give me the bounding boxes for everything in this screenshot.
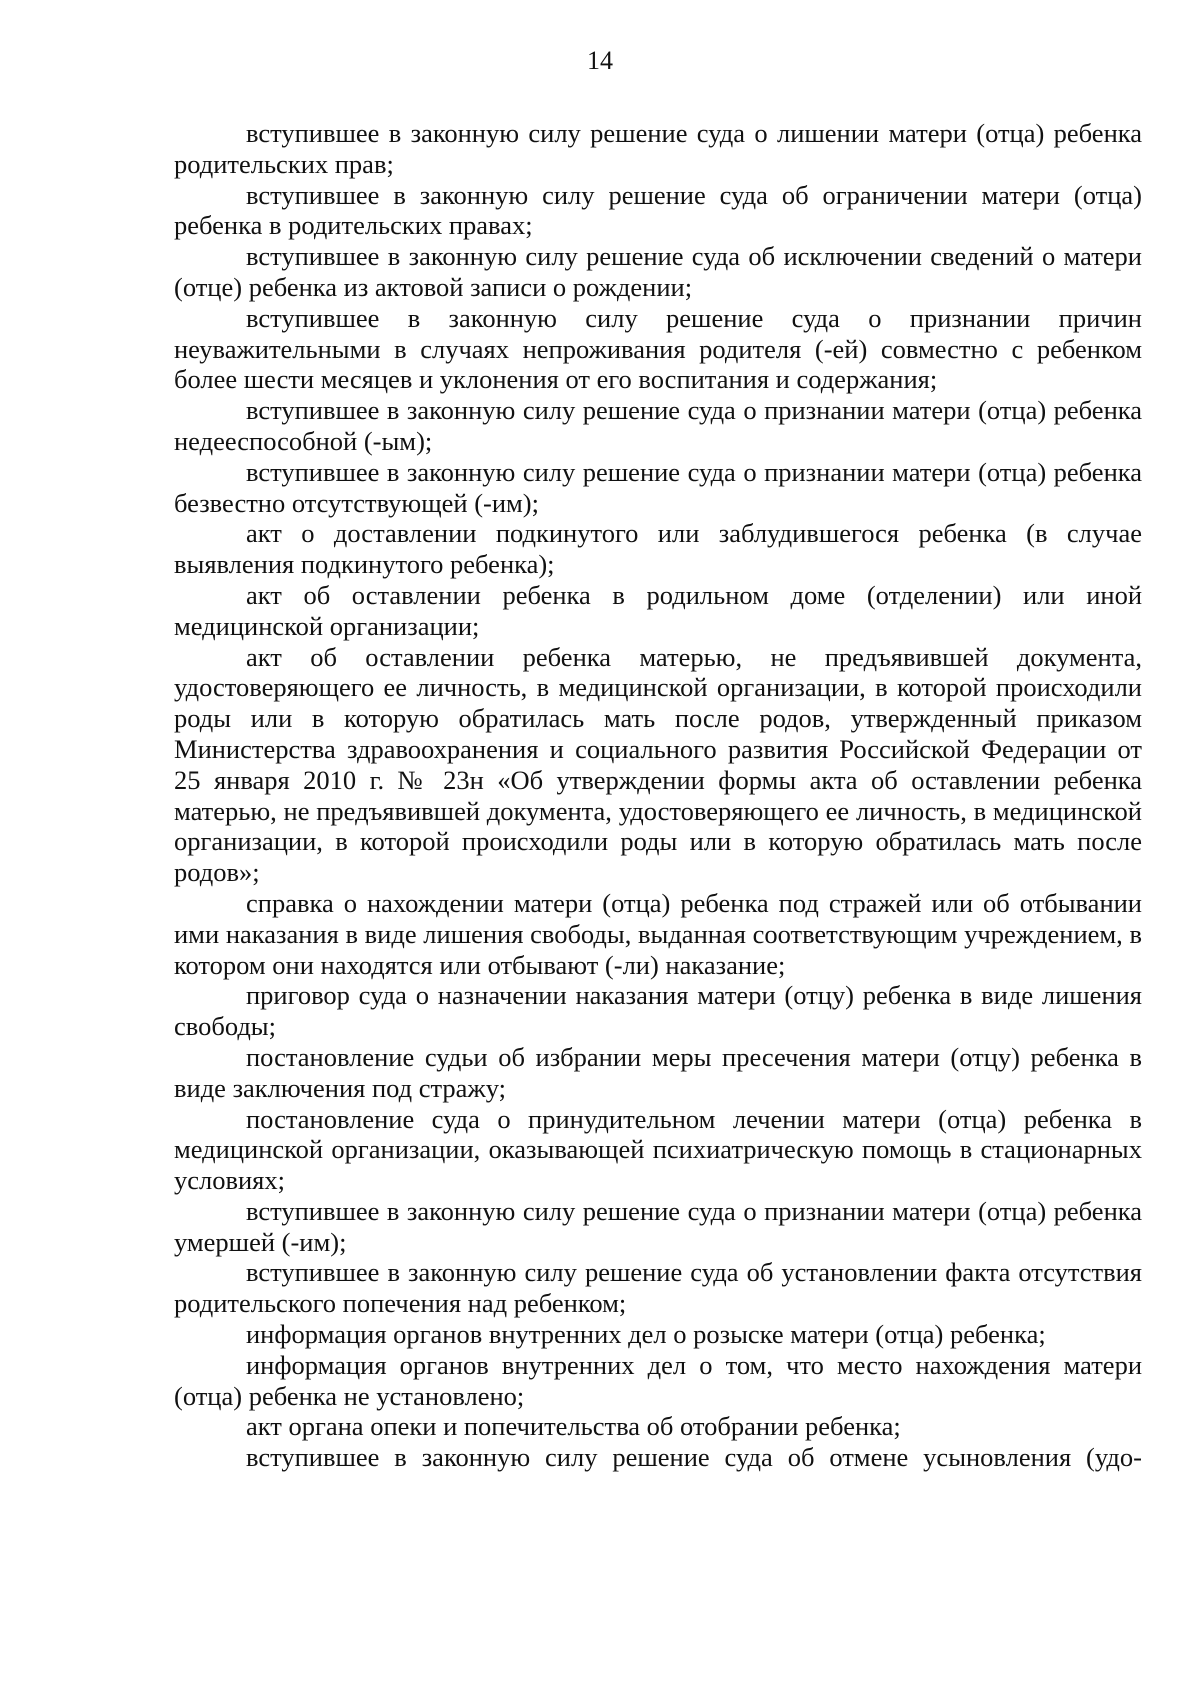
paragraph: вступившее в законную силу решение суда о лишении матери (отца) ребенка родительских прав;	[174, 118, 1142, 179]
paragraph: вступившее в законную силу решение суда об отмене усыновления (удо-	[246, 1442, 1142, 1473]
paragraph: справка о нахождении матери (отца) ребенка под стражей или об отбывании ими наказания в виде лишения свободы, выданная соответствующим учреждением, в котором они находятся или отбывают (-ли) наказание;	[174, 887, 1142, 980]
paragraph: акт об оставлении ребенка в родильном доме (отделении) или иной медицинской организации;	[174, 579, 1142, 641]
paragraph: акт об оставлении ребенка матерью, не предъявившей документа, удостоверяющего ее личность, в медицинской организации, в которой происходили роды или в которую обратилась мать после родов, утвержденный приказом Министерства здравоохранения и социального развития Российской Федерации от 25 января 2010 г. № 23н «Об утверждении формы акта об оставлении ребенка матерью, не предъявившей документа, удостоверяющего ее личность, в медицинской организации, в которой происходили роды или в которую обратилась мать после родов»;	[174, 641, 1142, 888]
paragraph: информация органов внутренних дел о розыске матери (отца) ребенка;	[246, 1319, 1046, 1350]
paragraph: акт о доставлении подкинутого или заблудившегося ребенка (в случае выявления подкинутого ребенка);	[174, 518, 1142, 580]
paragraph: вступившее в законную силу решение суда о признании матери (отца) ребенка недееспособной (-ым);	[174, 395, 1142, 456]
page-number: 14	[587, 46, 613, 75]
paragraph: вступившее в законную силу решение суда об исключении сведений о матери (отце) ребенка из актовой записи о рождении;	[174, 241, 1142, 302]
paragraph: вступившее в законную силу решение суда об ограничении матери (отца) ребенка в родительских правах;	[174, 179, 1142, 241]
paragraph: приговор суда о назначении наказания матери (отцу) ребенка в виде лишения свободы;	[174, 980, 1142, 1042]
paragraph: информация органов внутренних дел о том, что место нахождения матери (отца) ребенка не установлено;	[174, 1349, 1142, 1411]
document-body	[174, 118, 1142, 1473]
paragraph: вступившее в законную силу решение суда о признании матери (отца) ребенка умершей (-им);	[174, 1195, 1142, 1257]
paragraph: вступившее в законную силу решение суда об установлении факта отсутствия родительского попечения над ребенком;	[174, 1257, 1142, 1319]
paragraph: акт органа опеки и попечительства об отобрании ребенка;	[246, 1411, 901, 1442]
paragraph: постановление судьи об избрании меры пресечения матери (отцу) ребенка в виде заключения под стражу;	[174, 1041, 1142, 1103]
paragraph: вступившее в законную силу решение суда о признании матери (отца) ребенка безвестно отсутствующей (-им);	[174, 456, 1142, 518]
paragraph: вступившее в законную силу решение суда о признании причин неуважительными в случаях непроживания родителя (-ей) совместно с ребенком более шести месяцев и уклонения от его воспитания и содержания;	[174, 302, 1142, 395]
paragraph: постановление суда о принудительном лечении матери (отца) ребенка в медицинской организации, оказывающей психиатрическую помощь в стационарных условиях;	[174, 1103, 1142, 1196]
